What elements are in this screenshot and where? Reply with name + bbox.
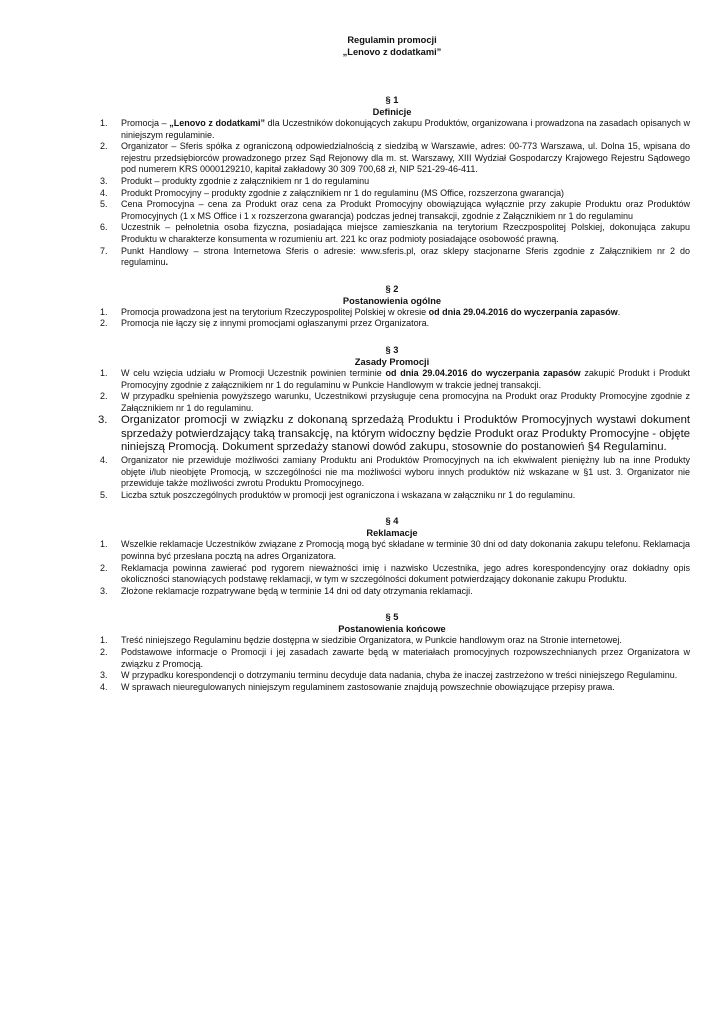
section-2-number: § 2 <box>385 283 399 294</box>
list-item <box>94 391 690 414</box>
item-text: W sprawach nieuregulowanych niniejszym regulaminem zastosowanie znajdują powszechnie obowiązujące przepisy prawa. <box>121 681 615 692</box>
item-text: Punkt Handlowy – strona Internetowa Sferis o adresie: www.sferis.pl, oraz sklepy stacjonarne Sferis zgodnie z Załącznikiem nr 2 do regulaminu <box>121 245 690 268</box>
document-subtitle: „Lenovo z dodatkami” <box>342 47 442 57</box>
document-title: Regulamin promocji <box>347 35 437 45</box>
item-number: 1. <box>100 306 108 317</box>
item-number: 5. <box>100 199 108 210</box>
item-number: 4. <box>100 681 108 692</box>
list-item <box>94 141 690 176</box>
item-number: 6. <box>100 222 108 233</box>
item-text-bold: „Lenovo z dodatkami” <box>169 118 265 128</box>
item-number: 5. <box>100 489 108 500</box>
item-number: 3. <box>100 585 108 596</box>
item-text: W przypadku spełnienia powyższego warunku, Uczestnikowi przysługuje cena promocyjna na Produkt oraz Produkty Promocyjne zgodnie z Załącznikiem nr 1 do regulaminu. <box>121 391 690 413</box>
list-item <box>94 647 690 670</box>
item-number: 3. <box>98 414 108 427</box>
item-number: 4. <box>100 455 108 466</box>
section-3-number: § 3 <box>385 344 399 355</box>
item-number: 7. <box>100 245 108 256</box>
item-number: 3. <box>100 175 108 186</box>
item-text: Uczestnik – pełnoletnia osoba fizyczna, posiadająca miejsce zamieszkania na terytorium Rzeczpospolitej Polskiej, dokonująca zakupu Produktu w charakterze konsumenta w rozumieniu art. 221 kc oraz podmioty posiadające osobowość prawną. <box>121 222 690 244</box>
item-text: Organizator promocji w związku z dokonaną sprzedażą Produktu i Produktów Promocyjnych wystawi dokument sprzedaży potwierdzający taką transakcję, na którym widoczny będzie Produkt oraz Produkty Promocyjne - objęte niniejszą Promocją. Dokument sprzedaży stanowi dowód zakupu, stosownie do postanowień §4 Regulaminu. <box>121 414 690 454</box>
item-text: Produkt – produkty zgodnie z załącznikiem nr 1 do regulaminu <box>121 175 370 186</box>
section-4-list <box>94 539 690 597</box>
item-text: Treść niniejszego Regulaminu będzie dostępna w siedzibie Organizatora, w Punkcie handlowym oraz na Stronie internetowej. <box>121 635 622 646</box>
item-number: 2. <box>100 391 108 402</box>
item-text: Reklamacja powinna zawierać pod rygorem nieważności imię i nazwisko Uczestnika, jego adres korespondencyjny oraz dokładny opis okoliczności stanowiących podstawę reklamacji, w tym w szczególności dokument potwierdzający dokonanie zakupu Produktu. <box>121 562 690 585</box>
list-item <box>94 368 690 391</box>
list-item <box>94 455 690 490</box>
list-item <box>94 222 690 245</box>
item-text: Złożone reklamacje rozpatrywane będą w terminie 14 dni od daty otrzymania reklamacji. <box>121 585 473 596</box>
list-item <box>94 246 690 269</box>
section-5-title: Postanowienia końcowe <box>338 624 446 635</box>
item-number: 2. <box>100 647 108 657</box>
item-text: dla Uczestników dokonujących zakupu Produktów, organizowana i prowadzona na zasadach opisanych w niniejszym regulaminie. <box>121 118 690 140</box>
regulation-document <box>94 34 690 693</box>
item-text: . <box>617 306 621 317</box>
section-1-title: Definicje <box>372 107 412 117</box>
section-1-list <box>94 118 690 269</box>
item-number: 4. <box>100 187 108 198</box>
item-number: 1. <box>100 367 108 378</box>
item-number: 2. <box>100 562 108 573</box>
section-4-number: § 4 <box>385 516 399 527</box>
section-5-number: § 5 <box>385 612 399 623</box>
item-text: Organizator – Sferis spółka z ograniczoną odpowiedzialnością z siedzibą w Warszawie, adres: 00-773 Warszawa, ul. Dolna 15, wpisana do rejestru przedsiębiorców prowadzonego przez Sąd Rejonowy dla m. st. Warszawy, XIII Wydział Gospodarczy Krajowego Rejestru Sądowego pod numerem KRS 0000129210, kapitał zakładowy 30 309 700,68 zł, NIP 521-29-46-411. <box>121 141 690 175</box>
list-item <box>94 635 690 647</box>
item-text: Organizator nie przewiduje możliwości zamiany Produktu ani Produktów Promocyjnych na ich ekwiwalent pieniężny lub na inne Produkty objęte i/lub nieobjęte Promocją, w szczególności nie ma możliwości wyboru innych produktów niż wskazane w §1 ust. 3. Organizator nie przewiduje także możliwości zwrotu Produktu Promocyjnego. <box>121 455 690 489</box>
section-2-title: Postanowienia ogólne <box>342 295 442 306</box>
section-3-list <box>94 368 690 502</box>
item-text: Podstawowe informacje o Promocji i jej zasadach zawarte będą w materiałach promocyjnych rozpowszechnianych przez Organizatora w związku z Promocją. <box>121 647 690 669</box>
list-item <box>94 118 690 141</box>
item-text: Liczba sztuk poszczególnych produktów w promocji jest ograniczona i wskazana w załączniku nr 1 do regulaminu. <box>121 489 576 500</box>
item-text: Promocja nie łączy się z innymi promocjami ogłaszanymi przez Organizatora. <box>121 318 430 329</box>
item-text: W celu wzięcia udziału w Promocji Uczestnik powinien terminie <box>121 367 386 378</box>
item-number: 2. <box>100 141 108 152</box>
list-item <box>94 490 690 502</box>
item-number: 3. <box>100 670 108 681</box>
list-item <box>94 670 690 682</box>
item-number: 2. <box>100 318 108 329</box>
section-5-list <box>94 635 690 693</box>
item-text: Produkt Promocyjny – produkty zgodnie z załącznikiem nr 1 do regulaminu (MS Office, rozszerzona gwarancja) <box>121 187 565 198</box>
section-2-list <box>94 307 690 330</box>
item-number: 1. <box>100 635 108 646</box>
list-item <box>94 586 690 598</box>
list-item <box>94 307 690 319</box>
item-number: 1. <box>100 539 108 550</box>
section-4-title: Reklamacje <box>366 528 418 539</box>
item-number: 1. <box>100 118 108 128</box>
list-item <box>94 199 690 222</box>
list-item <box>94 176 690 188</box>
item-text: Promocja prowadzona jest na terytorium Rzeczypospolitej Polskiej w okresie <box>121 306 429 317</box>
list-item <box>94 318 690 330</box>
list-item <box>94 563 690 586</box>
list-item <box>94 682 690 694</box>
list-item <box>94 188 690 200</box>
list-item <box>94 539 690 562</box>
section-3-title: Zasady Promocji <box>354 356 430 367</box>
item-text-bold: od dnia 29.04.2016 do wyczerpania zapasów <box>428 306 618 317</box>
item-text: zakupić Produkt i Produkt Promocyjny zgodnie z załącznikiem nr 1 do regulaminu w Punkcie Handlowym w trakcie jednej transakcji. <box>121 367 690 390</box>
item-text: Cena Promocyjna – cena za Produkt oraz cena za Produkt Promocyjny obowiązująca wyłącznie przy zakupie Produktu oraz Produktów Promocyjnych (1 x MS Office i 1 x rozszerzona gwarancja) podczas jednej transakcji, zgodnie z Załącznikiem nr 1 do regulaminu <box>121 199 690 221</box>
item-text-bold: od dnia 29.04.2016 do wyczerpania zapasów <box>385 367 581 378</box>
item-text: Wszelkie reklamacje Uczestników związane z Promocją mogą być składane w terminie 30 dni od daty dokonania zakupu telefonu. Reklamacja powinna być przesłana pocztą na adres Organizatora. <box>121 539 690 562</box>
item-text: W przypadku korespondencji o dotrzymaniu terminu decyduje data nadania, chyba że inaczej zastrzeżono w treści niniejszego Regulaminu. <box>121 670 678 681</box>
item-text: Promocja – <box>121 118 170 128</box>
item-text-bold: . <box>165 257 169 268</box>
section-1-number: § 1 <box>385 95 399 105</box>
list-item <box>94 414 690 455</box>
